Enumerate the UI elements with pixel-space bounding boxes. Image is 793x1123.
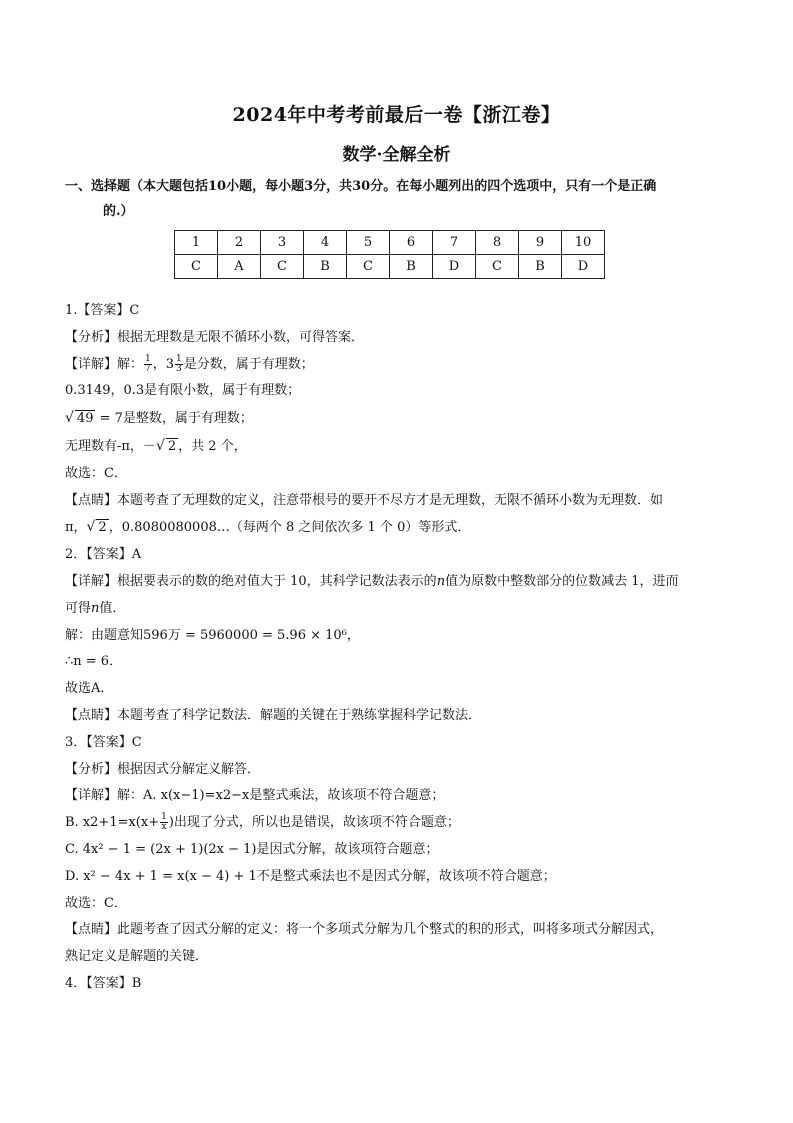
section-heading [65,174,730,224]
mixed-fraction [175,355,183,374]
mixed-whole: 3 [165,356,175,372]
q2-choose: 故选A． [65,681,114,697]
separator: ， [152,356,166,372]
table-cell: 2 [218,231,261,255]
table-cell: C [261,255,304,279]
sqrt-radicand: 49 [76,411,94,427]
q2-detail2-suffix: 值． [99,600,126,616]
fraction-numerator: 1 [145,353,151,364]
q1-analysis: 【分析】根据无理数是无限不循环小数，可得答案． [65,329,365,345]
table-cell: 5 [347,231,390,255]
solutions-body [65,298,730,998]
table-cell: A [218,255,261,279]
q2-therefore: ∴n = 6． [65,654,123,670]
q3-choose: 故选：C． [65,895,127,911]
fraction-numerator: 1 [161,812,167,823]
table-cell: B [304,255,347,279]
table-cell: B [519,255,562,279]
fraction-denominator: 7 [145,363,151,374]
sqrt-radicand: 2 [98,520,107,536]
q3-option-b [65,810,730,837]
q2-detail1-suffix: 值为原数中整数部分的位数减去 1，进而 [445,573,679,589]
page-title: 2024年中考考前最后一卷【浙江卷】 [232,104,561,126]
q1-comment-line1: 【点睛】本题考查了无理数的定义，注意带根号的要开不尽方才是无理数，无限不循环小数为无理数．如 [65,492,664,508]
q1-choose: 故选：C． [65,465,127,481]
q2-answer: 2．【答案】A [65,547,142,563]
sqrt-sign-icon: √ [155,437,165,454]
q3-optb-suffix: )出现了分式，所以也是错误，故该项不符合题意； [168,815,460,831]
q1-line2: 0.3149，0.3是有限小数，属于有理数； [65,383,301,399]
table-cell: 4 [304,231,347,255]
table-cell: 10 [562,231,605,255]
sqrt-sign-icon: √ [65,410,74,427]
fraction-denominator: x [161,822,167,833]
variable-n: n [91,600,100,616]
table-cell: C [175,255,218,279]
sqrt-radicand: 2 [167,438,177,454]
q1-line4-prefix: 无理数有-π，－ [65,438,156,454]
q3-comment-line1: 【点睛】此题考查了因式分解的定义：将一个多项式分解为几个整式的积的形式，叫将多项式分解因式， [65,922,664,938]
variable-n: n [436,573,446,589]
page-subtitle: 数学·全解全析 [342,145,451,165]
q1-answer: 1.【答案】C [65,303,140,318]
q2-solve: 解：由题意知596万 = 5960000 = 5.96 × 10⁶， [65,627,360,643]
q1-comment-line2 [65,514,730,542]
q2-comment: 【点睛】本题考查了科学记数法．解题的关键在于熟练掌握科学记数法． [65,707,482,723]
q1-detail [65,352,730,379]
q1-comment2-suffix: ，0.8080080008…（每两个 8 之间依次多 1 个 0）等形式． [108,520,471,536]
q1-line3-suffix: = 7是整数，属于有理数； [95,411,253,427]
q1-comment2-prefix: π， [65,520,87,536]
q1-detail-suffix: 是分数，属于有理数； [183,356,314,372]
table-cell: C [347,255,390,279]
table-cell: 6 [390,231,433,255]
table-cell: 7 [433,231,476,255]
section-heading-line2: 的.） [103,204,134,219]
q3-optb-prefix: B. x2+1=x(x+ [65,815,160,831]
table-cell: D [433,255,476,279]
q2-detail-line2 [65,596,730,623]
answer-table-answer-row [175,255,605,279]
q1-line4 [65,433,730,461]
fraction-numerator: 1 [176,353,182,364]
section-heading-line1: 一、选择题（本大题包括10小题，每小题3分，共30分。在每小题列出的四个选项中，只有一个是正确 [65,179,657,194]
table-cell: 8 [476,231,519,255]
table-cell: D [562,255,605,279]
fraction-denominator: 3 [176,363,182,374]
fraction [144,355,152,374]
sqrt-sign-icon: √ [86,519,96,536]
answer-table [174,230,605,279]
q2-detail2-prefix: 可得 [65,600,92,616]
q1-detail-prefix: 【详解】解： [65,356,144,372]
q1-line4-suffix: ，共 2 个， [178,438,247,454]
table-cell: B [390,255,433,279]
q3-answer: 3．【答案】C [65,734,142,750]
q3-option-a: 【详解】解：A. x(x−1)=x2−x是整式乘法，故该项不符合题意； [65,788,445,804]
table-cell: 3 [261,231,304,255]
q3-comment-line2: 熟记定义是解题的关键． [65,949,209,965]
fraction [160,813,168,832]
q3-analysis: 【分析】根据因式分解定义解答． [65,761,261,777]
table-cell: 9 [519,231,562,255]
q4-answer: 4．【答案】B [65,975,142,991]
table-cell: C [476,255,519,279]
table-cell: 1 [175,231,218,255]
q3-option-c: C. 4x² − 1 = (2x + 1)(2x − 1)是因式分解，故该项符合题意； [65,841,439,857]
q1-line3 [65,405,730,433]
q2-detail1-prefix: 【详解】根据要表示的数的绝对值大于 10，其科学记数法表示的 [65,573,437,589]
q3-option-d: D. x² − 4x + 1 = x(x − 4) + 1不是整式乘法也不是因式分解，故该项不符合题意； [65,868,556,884]
answer-table-number-row [175,231,605,255]
q2-detail-line1 [65,569,730,596]
